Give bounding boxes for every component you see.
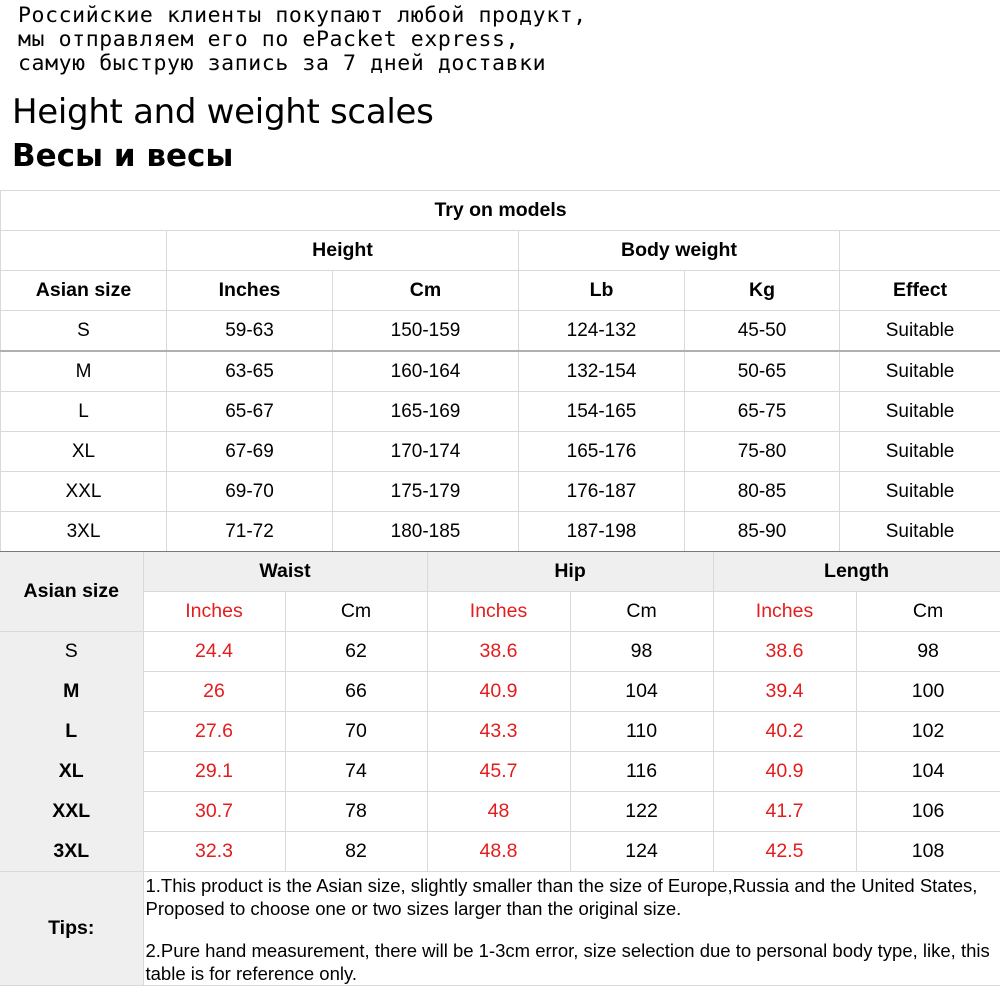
table-cell: 65-67	[167, 392, 333, 432]
header-length-group: Length	[713, 552, 1000, 592]
size-cell: XL	[0, 752, 143, 792]
table-cell: Suitable	[840, 392, 1000, 432]
table-cell: 26	[143, 672, 285, 712]
table-cell: 27.6	[143, 712, 285, 752]
height-weight-table	[0, 190, 1000, 554]
notice-line-2: мы отправляем его по ePacket express,	[18, 27, 520, 52]
table-cell: 39.4	[713, 672, 856, 712]
table-cell: 150-159	[333, 311, 519, 352]
table-cell: L	[1, 392, 167, 432]
table-cell: 40.2	[713, 712, 856, 752]
table-cell: 40.9	[713, 752, 856, 792]
unit-header-inches: Inches	[143, 592, 285, 632]
tips-row	[0, 872, 1000, 986]
table-cell: 38.6	[427, 632, 570, 672]
table-cell: Suitable	[840, 432, 1000, 472]
table-row	[1, 392, 1000, 432]
table-row	[0, 832, 1000, 872]
table-cell: XL	[1, 432, 167, 472]
table-cell: 82	[285, 832, 427, 872]
table-cell: 124	[570, 832, 713, 872]
table-cell: 48.8	[427, 832, 570, 872]
measurement-table	[0, 552, 1000, 986]
table-cell: 180-185	[333, 512, 519, 553]
size-cell: L	[0, 712, 143, 752]
table-cell: 69-70	[167, 472, 333, 512]
table-cell: 98	[570, 632, 713, 672]
column-header: Kg	[685, 271, 840, 311]
table-cell: Suitable	[840, 311, 1000, 352]
table-cell: 85-90	[685, 512, 840, 553]
table-cell: 187-198	[519, 512, 685, 553]
table-row	[1, 512, 1000, 553]
table-cell: 122	[570, 792, 713, 832]
shipping-notice	[18, 4, 998, 76]
table-cell: 29.1	[143, 752, 285, 792]
size-cell: XXL	[0, 792, 143, 832]
unit-header-inches: Inches	[427, 592, 570, 632]
tips-text	[143, 872, 1000, 986]
header-weight-group: Body weight	[519, 231, 840, 271]
table-cell: Suitable	[840, 512, 1000, 553]
table-cell: Suitable	[840, 472, 1000, 512]
table-cell: XXL	[1, 472, 167, 512]
unit-header-cm: Cm	[856, 592, 1000, 632]
page-subtitle: Весы и весы	[12, 138, 234, 174]
unit-header-cm: Cm	[570, 592, 713, 632]
table-cell: 78	[285, 792, 427, 832]
table-row	[1, 311, 1000, 352]
table-cell: 41.7	[713, 792, 856, 832]
header-blank	[840, 231, 1000, 271]
table-cell: 106	[856, 792, 1000, 832]
table-cell: 71-72	[167, 512, 333, 553]
table-cell: 175-179	[333, 472, 519, 512]
table-cell: 165-169	[333, 392, 519, 432]
table-cell: 63-65	[167, 351, 333, 392]
table-cell: 74	[285, 752, 427, 792]
table-cell: 102	[856, 712, 1000, 752]
table-cell: 160-164	[333, 351, 519, 392]
table-row	[0, 712, 1000, 752]
notice-line-3: самую быструю запись за 7 дней доставки	[18, 51, 547, 76]
table-row	[0, 792, 1000, 832]
table-cell: S	[1, 311, 167, 352]
table-row	[0, 672, 1000, 712]
table-cell: 66	[285, 672, 427, 712]
table-cell: 65-75	[685, 392, 840, 432]
table-row	[1, 351, 1000, 392]
table-cell: 59-63	[167, 311, 333, 352]
table-cell: Suitable	[840, 351, 1000, 392]
column-header: Asian size	[1, 271, 167, 311]
size-cell: 3XL	[0, 832, 143, 872]
table-cell: 43.3	[427, 712, 570, 752]
tips-label: Tips:	[0, 872, 143, 986]
table-cell: 104	[856, 752, 1000, 792]
table-caption: Try on models	[1, 191, 1000, 231]
table-cell: 116	[570, 752, 713, 792]
table-cell: 62	[285, 632, 427, 672]
table-cell: 50-65	[685, 351, 840, 392]
table-cell: 48	[427, 792, 570, 832]
column-header-size: Asian size	[0, 552, 143, 632]
table-row	[1, 472, 1000, 512]
table-row	[0, 632, 1000, 672]
table-cell: 75-80	[685, 432, 840, 472]
table-cell: 24.4	[143, 632, 285, 672]
size-cell: M	[0, 672, 143, 712]
table-cell: 40.9	[427, 672, 570, 712]
header-blank	[1, 231, 167, 271]
table-cell: 110	[570, 712, 713, 752]
tip-1: 1.This product is the Asian size, slightly smaller than the size of Europe,Russia and the United States, Proposed to choose one or two sizes larger than the original size.	[145, 875, 978, 919]
page-title: Height and weight scales	[12, 92, 434, 132]
unit-header-cm: Cm	[285, 592, 427, 632]
table-cell: 38.6	[713, 632, 856, 672]
table-row	[1, 432, 1000, 472]
column-header: Inches	[167, 271, 333, 311]
table-cell: 154-165	[519, 392, 685, 432]
table-cell: 124-132	[519, 311, 685, 352]
table-cell: 42.5	[713, 832, 856, 872]
header-waist-group: Waist	[143, 552, 427, 592]
table-cell: 32.3	[143, 832, 285, 872]
unit-header-inches: Inches	[713, 592, 856, 632]
table-cell: 100	[856, 672, 1000, 712]
header-height-group: Height	[167, 231, 519, 271]
table-cell: 98	[856, 632, 1000, 672]
table-cell: 132-154	[519, 351, 685, 392]
table-cell: 176-187	[519, 472, 685, 512]
column-header: Effect	[840, 271, 1000, 311]
table-cell: 108	[856, 832, 1000, 872]
notice-line-1: Российские клиенты покупают любой продукт,	[18, 3, 587, 28]
table-cell: 104	[570, 672, 713, 712]
column-header: Cm	[333, 271, 519, 311]
table-cell: 30.7	[143, 792, 285, 832]
column-header: Lb	[519, 271, 685, 311]
header-hip-group: Hip	[427, 552, 713, 592]
table-cell: 70	[285, 712, 427, 752]
table-cell: 45.7	[427, 752, 570, 792]
table-cell: 67-69	[167, 432, 333, 472]
table-cell: 3XL	[1, 512, 167, 553]
table-cell: 45-50	[685, 311, 840, 352]
table-cell: 170-174	[333, 432, 519, 472]
table-cell: 80-85	[685, 472, 840, 512]
table-cell: 165-176	[519, 432, 685, 472]
table-cell: M	[1, 351, 167, 392]
size-cell: S	[0, 632, 143, 672]
table-row	[0, 752, 1000, 792]
tip-2: 2.Pure hand measurement, there will be 1-3cm error, size selection due to personal body type, like, this table is for reference only.	[145, 940, 990, 984]
